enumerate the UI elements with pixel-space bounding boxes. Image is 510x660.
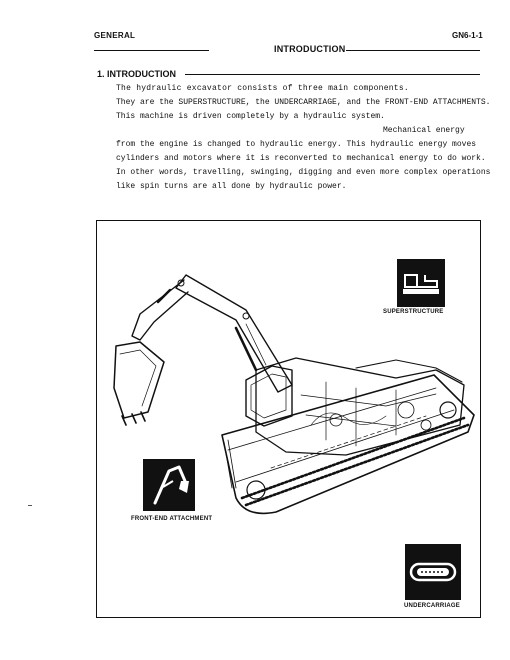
front-attachment <box>114 275 292 425</box>
superstructure-icon <box>397 259 445 307</box>
front-attachment-icon <box>143 459 195 511</box>
crawler-track <box>222 375 474 513</box>
body-line-8: like spin turns are all done by hydraulic power. <box>116 182 347 191</box>
body-line-5: from the engine is changed to hydraulic energy. This hydraulic energy moves <box>116 140 477 149</box>
page-title: INTRODUCTION <box>274 44 346 54</box>
section-heading: 1. INTRODUCTION <box>97 69 177 79</box>
margin-mark <box>28 505 32 506</box>
superstructure-caption: SUPERSTRUCTURE <box>383 309 444 315</box>
header-section-label: GENERAL <box>94 31 136 40</box>
front-attachment-caption: FRONT-END ATTACHMENT <box>131 516 213 522</box>
body-line-6: cylinders and motors where it is reconverted to mechanical energy to do work. <box>116 154 486 163</box>
superstructure <box>246 358 464 455</box>
page-code: GN6-1-1 <box>452 31 483 40</box>
section-heading-rule <box>185 74 480 75</box>
undercarriage-caption: UNDERCARRIAGE <box>404 603 460 609</box>
header-rule-left <box>94 50 209 51</box>
undercarriage-icon <box>405 544 461 600</box>
body-line-4: Mechanical energy <box>383 126 465 135</box>
header-rule-right <box>346 50 480 51</box>
body-line-1: The hydraulic excavator consists of three main components. <box>116 84 409 93</box>
body-line-3: This machine is driven completely by a hydraulic system. <box>116 112 385 121</box>
body-line-2: They are the SUPERSTRUCTURE, the UNDERCARRIAGE, and the FRONT-END ATTACHMENTS. <box>116 98 491 107</box>
body-line-7: In other words, travelling, swinging, digging and even more complex operations <box>116 168 491 177</box>
